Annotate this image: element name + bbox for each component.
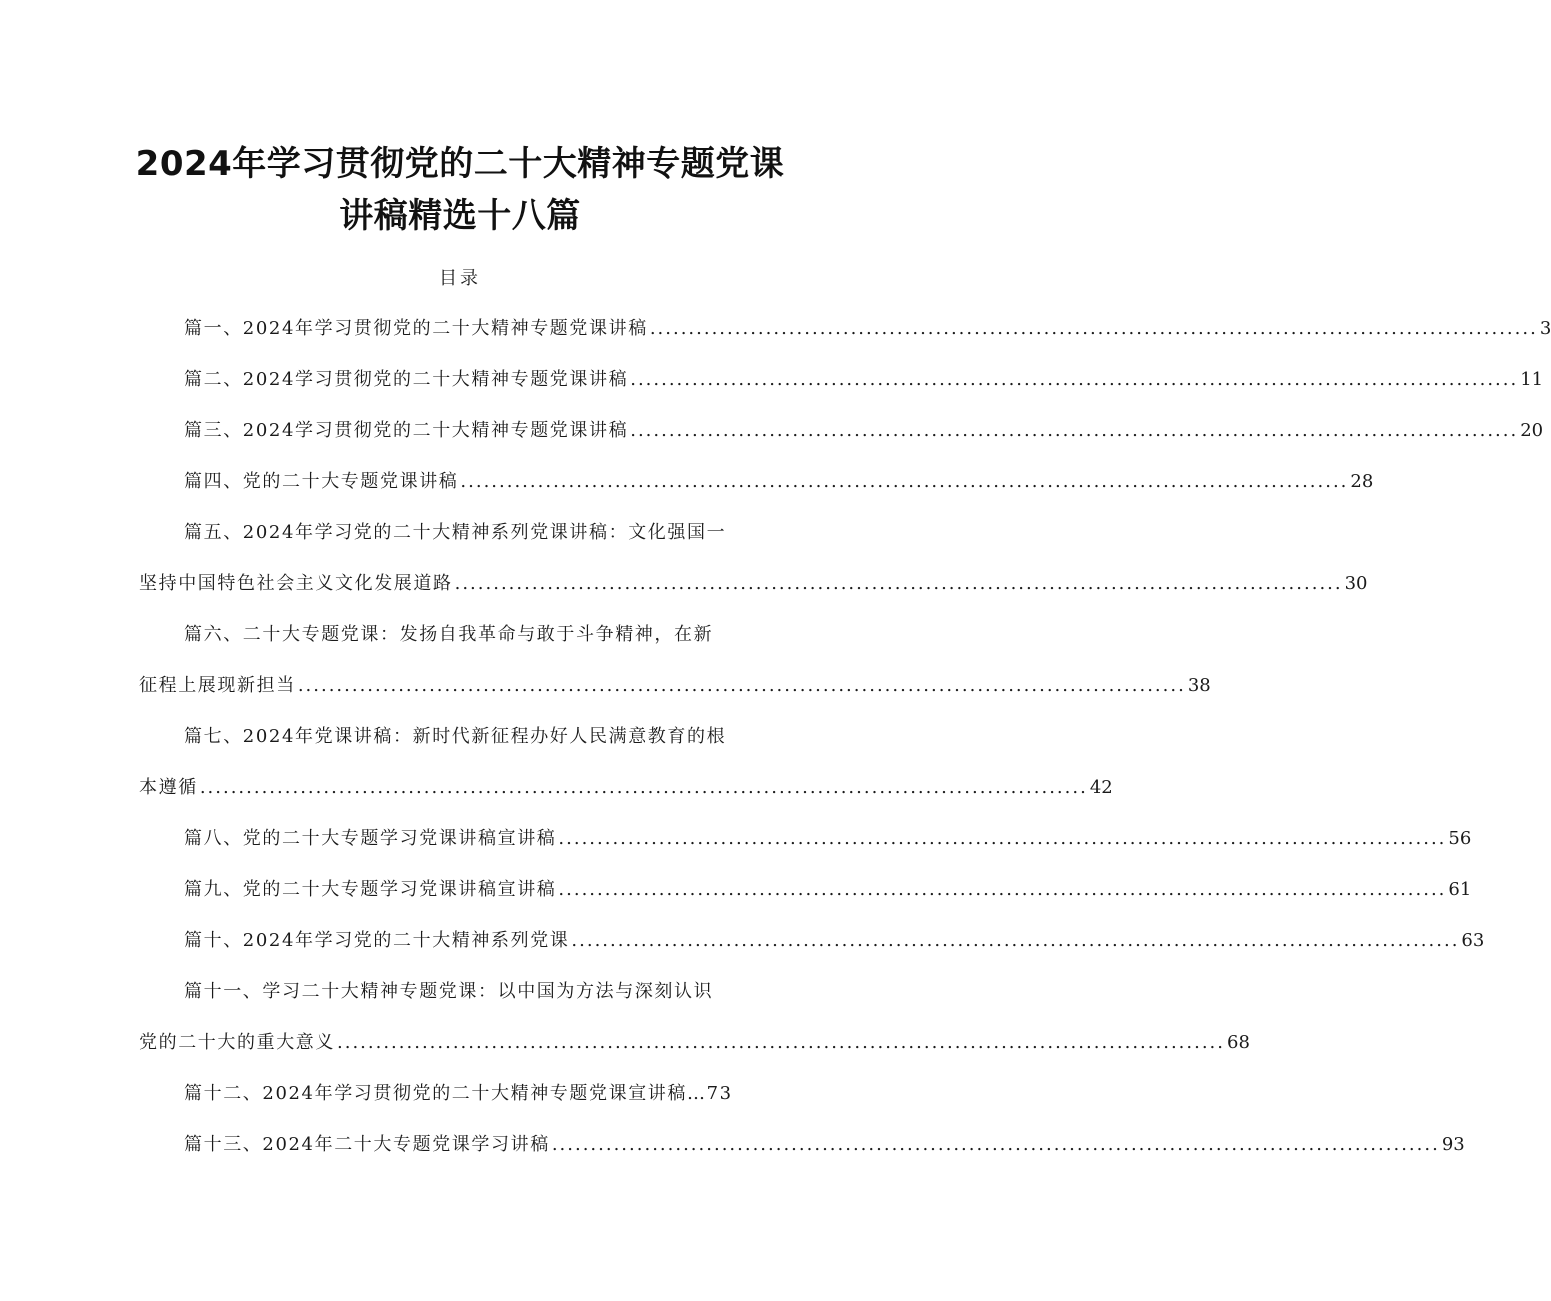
toc-entry-text: 篇八、党的二十大专题学习党课讲稿宣讲稿 — [184, 828, 557, 849]
toc-entry-2[interactable] — [184, 365, 1544, 395]
toc-entry-4[interactable] — [184, 467, 1374, 497]
toc-page-number: 38 — [1187, 675, 1211, 696]
dot-leader: ................................................................................................................... — [558, 879, 1447, 900]
dot-leader: ................................................................................................................... — [454, 573, 1343, 594]
dot-leader: ................................................................................................................... — [337, 1032, 1225, 1053]
toc-entry-10[interactable] — [184, 926, 1485, 956]
toc-entry-text: 篇二、2024学习贯彻党的二十大精神专题党课讲稿 — [184, 369, 629, 390]
toc-entry-text: 篇一、2024年学习贯彻党的二十大精神专题党课讲稿 — [184, 318, 648, 339]
toc-entry-text: 篇九、党的二十大专题学习党课讲稿宣讲稿 — [184, 879, 557, 900]
toc-entry-7-line-2[interactable] — [139, 773, 1113, 803]
toc-page-number: 11 — [1520, 369, 1544, 390]
toc-entry-7-line-1[interactable]: 篇七、2024年党课讲稿：新时代新征程办好人民满意教育的根 — [184, 726, 727, 747]
toc-entry-5-line-2[interactable] — [139, 569, 1368, 599]
toc-entry-text: 篇十、2024年学习党的二十大精神系列党课 — [184, 930, 570, 951]
toc-page-number: 3 — [1539, 318, 1551, 339]
toc-entry-text: 篇十三、2024年二十大专题党课学习讲稿 — [184, 1134, 550, 1155]
toc-page-number: 28 — [1350, 471, 1374, 492]
dot-leader: ................................................................................................................... — [630, 369, 1519, 390]
toc-entry-13[interactable] — [184, 1130, 1465, 1160]
toc-page-number: 93 — [1441, 1134, 1465, 1155]
toc-entry-11-line-2[interactable] — [139, 1028, 1250, 1058]
dot-leader: ................................................................................................................... — [551, 1134, 1440, 1155]
dot-leader: ................................................................................................................... — [297, 675, 1186, 696]
toc-entry-text: 坚持中国特色社会主义文化发展道路 — [139, 573, 453, 594]
dot-leader: ................................................................................................................... — [630, 420, 1519, 441]
toc-entry-8[interactable] — [184, 824, 1472, 854]
toc-entry-5-line-1[interactable]: 篇五、2024年学习党的二十大精神系列党课讲稿：文化强国一 — [184, 522, 727, 543]
toc-page-number: 56 — [1448, 828, 1472, 849]
document-title-line-1: 2024年学习贯彻党的二十大精神专题党课 — [135, 144, 785, 184]
toc-entry-6-line-1[interactable]: 篇六、二十大专题党课：发扬自我革命与敢于斗争精神，在新 — [184, 624, 714, 645]
toc-page-number: 61 — [1448, 879, 1472, 900]
toc-entry-text: 篇四、党的二十大专题党课讲稿 — [184, 471, 459, 492]
document-title-line-2: 讲稿精选十八篇 — [339, 196, 581, 236]
toc-heading: 目录 — [439, 268, 481, 289]
toc-page-number: 30 — [1344, 573, 1368, 594]
toc-page-number: 42 — [1089, 777, 1113, 798]
toc-page-number: 20 — [1520, 420, 1544, 441]
dot-leader: ................................................................................................................... — [649, 318, 1538, 339]
toc-entry-text: 本遵循 — [139, 777, 198, 798]
toc-entry-9[interactable] — [184, 875, 1472, 905]
toc-entry-1[interactable] — [184, 314, 1551, 344]
toc-page-number: 63 — [1461, 930, 1485, 951]
toc-entry-text: 篇三、2024学习贯彻党的二十大精神专题党课讲稿 — [184, 420, 629, 441]
dot-leader: ................................................................................................................... — [460, 471, 1349, 492]
toc-entry-3[interactable] — [184, 416, 1544, 446]
toc-entry-11-line-1[interactable]: 篇十一、学习二十大精神专题党课：以中国为方法与深刻认识 — [184, 981, 714, 1002]
dot-leader: ................................................................................................................... — [571, 930, 1460, 951]
toc-entry-12[interactable]: 篇十二、2024年学习贯彻党的二十大精神专题党课宣讲稿…73 — [184, 1083, 733, 1104]
toc-page-number: 68 — [1227, 1032, 1250, 1053]
toc-entry-text: 征程上展现新担当 — [139, 675, 296, 696]
dot-leader: ................................................................................................................... — [558, 828, 1447, 849]
dot-leader: ................................................................................................................... — [199, 777, 1088, 798]
toc-entry-6-line-2[interactable] — [139, 671, 1211, 701]
toc-entry-text: 党的二十大的重大意义 — [139, 1032, 335, 1053]
